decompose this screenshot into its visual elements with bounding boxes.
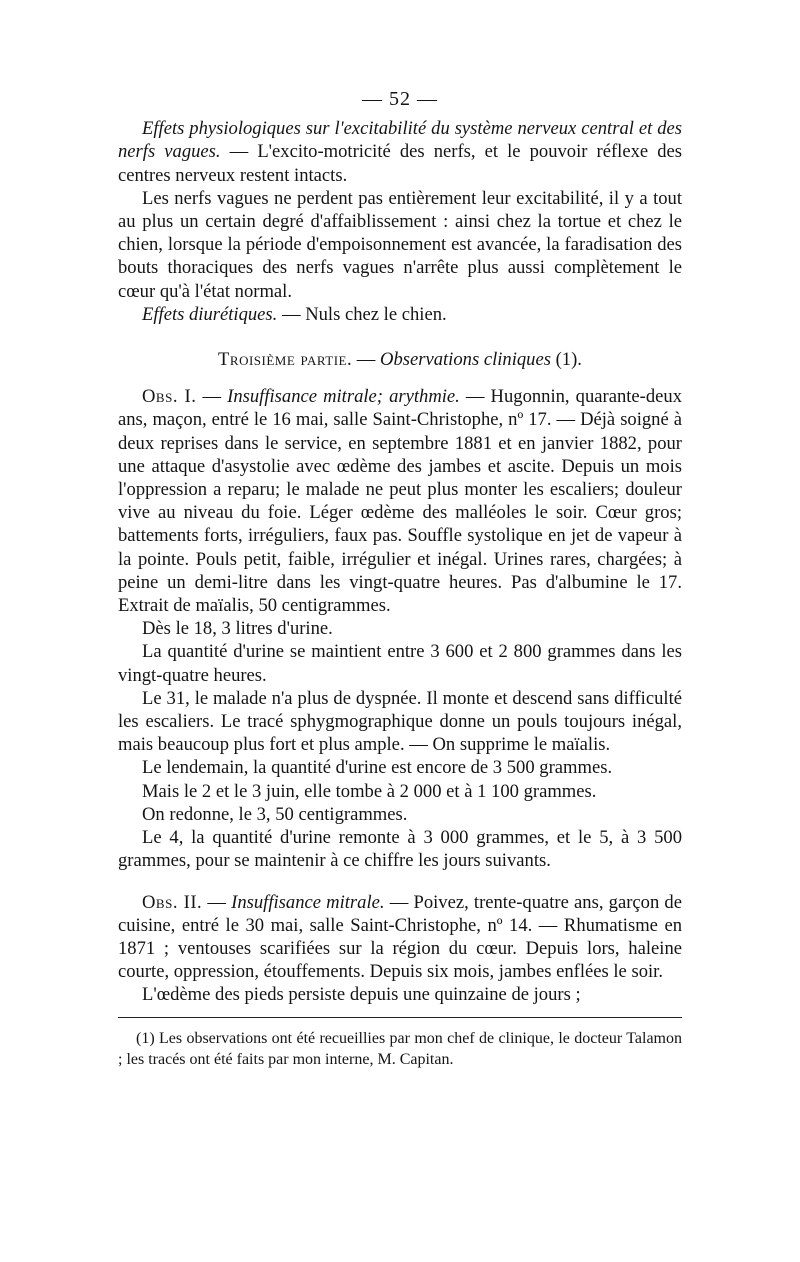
observation-label: Obs. II. xyxy=(142,891,203,913)
section-physiological-effects xyxy=(118,117,682,187)
observation-text: — Hugonnin, quarante-deux ans, maçon, entré le 16 mai, salle Saint-Christophe, nº 17. — Déjà soigné à deux reprises dans le service, en septembre 1881 et en janvier 1882, pour une attaque d'asystolie avec œdème des jambes et ascite. Depuis un mois l'oppression a reparu; le malade ne peut plus monter les escaliers; douleur vive au niveau du foie. Léger œdème des malléoles le soir. Cœur gros; battements forts, irréguliers, faux pas. Souffle systolique en jet de vapeur à la pointe. Pouls petit, faible, irrégulier et inégal. Urines rares, chargées; à peine un demi-litre dans les vingt-quatre heures. Pas d'albumine le 17. Extrait de maïalis, 50 centigrammes. xyxy=(118,386,683,617)
footnote: (1) Les observations ont été recueillies par mon chef de clinique, le docteur Talamon ; les tracés ont été faits par mon interne, M. Capitan. xyxy=(118,1029,682,1068)
observation-1-paragraph: On redonne, le 3, 50 centigrammes. xyxy=(142,803,408,825)
observation-title: Insuffisance mitrale; arythmie. xyxy=(227,386,460,408)
section-text: — Nuls chez le chien. xyxy=(277,303,447,325)
observation-2-paragraph: L'œdème des pieds persiste depuis une quinzaine de jours ; xyxy=(142,984,581,1006)
section-title: Effets physiologiques sur l'excitabilité du système nerveux central et des nerfs vagues. xyxy=(118,118,682,163)
page-number: — 52 — xyxy=(362,88,438,110)
observation-2: Obs. II. — Insuffisance mitrale. — Poivez, trente-quatre ans, garçon de cuisine, entré le 30 mai, salle Saint-Christophe, nº 14. — Rhumatisme en 1871 ; ventouses scarifiées sur la région du cœur. Depuis lors, haleine courte, oppression, étouffements. Depuis six mois, jambes enflées le soir. xyxy=(118,891,682,983)
paragraph-vagus-nerves: Les nerfs vagues ne perdent pas entièrement leur excitabilité, il y a tout au plus un certain degré d'affaiblissement : ainsi chez la tortue et chez le chien, lorsque la période d'empoisonnement est avancée, la faradisation des bouts thoraciques des nerfs vagues n'arrête plus aussi complètement le cœur qu'à l'état normal. xyxy=(118,187,682,302)
observation-1-paragraph: Le 31, le malade n'a plus de dyspnée. Il monte et descend sans difficulté les escaliers. Le tracé sphygmographique donne un pouls toujours inégal, mais beaucoup plus fort et plus ample. — On supprime le maïalis. xyxy=(118,687,682,756)
spacer xyxy=(118,873,682,891)
observation-title: Insuffisance mitrale. xyxy=(231,891,385,913)
footnote-ref: (1). xyxy=(550,349,582,371)
footnote-divider xyxy=(118,1017,682,1018)
observation-text: — Poivez, trente-quatre ans, garçon de cuisine, entré le 30 mai, salle Saint-Christophe, nº 14. — Rhumatisme en 1871 ; ventouses scarifiées sur la région du cœur. Depuis lors, haleine courte, oppression, étouffements. Depuis six mois, jambes enflées le soir. xyxy=(118,891,682,983)
observation-1: Obs. I. — Insuffisance mitrale; arythmie. — Hugonnin, quarante-deux ans, maçon, entré le 16 mai, salle Saint-Christophe, nº 17. — Déjà soigné à deux reprises dans le service, en septembre 1881 et en janvier 1882, pour une attaque d'asystolie avec œdème des jambes et ascite. Depuis un mois l'oppression a reparu; le malade ne peut plus monter les escaliers; douleur vive au niveau du foie. Léger œdème des malléoles le soir. Cœur gros; battements forts, irréguliers, faux pas. Souffle systolique en jet de vapeur à la pointe. Pouls petit, faible, irrégulier et inégal. Urines rares, chargées; à peine un demi-litre dans les vingt-quatre heures. Pas d'albumine le 17. Extrait de maïalis, 50 centigrammes. xyxy=(118,386,683,617)
part-title: Observations cliniques xyxy=(380,349,551,371)
observation-1-paragraph: Mais le 2 et le 3 juin, elle tombe à 2 000 et à 1 100 grammes. xyxy=(142,780,597,802)
observation-1-paragraph: Le lendemain, la quantité d'urine est encore de 3 500 grammes. xyxy=(142,757,613,779)
document-page xyxy=(118,88,682,1070)
section-text: — L'excito-motricité des nerfs, et le pouvoir réflexe des centres nerveux restent intacts. xyxy=(118,141,682,186)
part-heading: Troisième partie. — Observations cliniques (1). xyxy=(218,349,582,371)
observation-1-paragraph: Le 4, la quantité d'urine remonte à 3 000 grammes, et le 5, à 3 500 grammes, pour se maintenir à ce chiffre les jours suivants. xyxy=(118,827,682,872)
section-title: Effets diurétiques. xyxy=(142,303,278,325)
observation-label: Obs. I. xyxy=(142,386,197,408)
observation-1-paragraph: Dès le 18, 3 litres d'urine. xyxy=(142,618,333,640)
observation-1-paragraph: La quantité d'urine se maintient entre 3 600 et 2 800 grammes dans les vingt-quatre heures. xyxy=(118,641,682,686)
section-diuretic-effects xyxy=(118,303,682,326)
part-label: Troisième partie. xyxy=(218,349,353,371)
